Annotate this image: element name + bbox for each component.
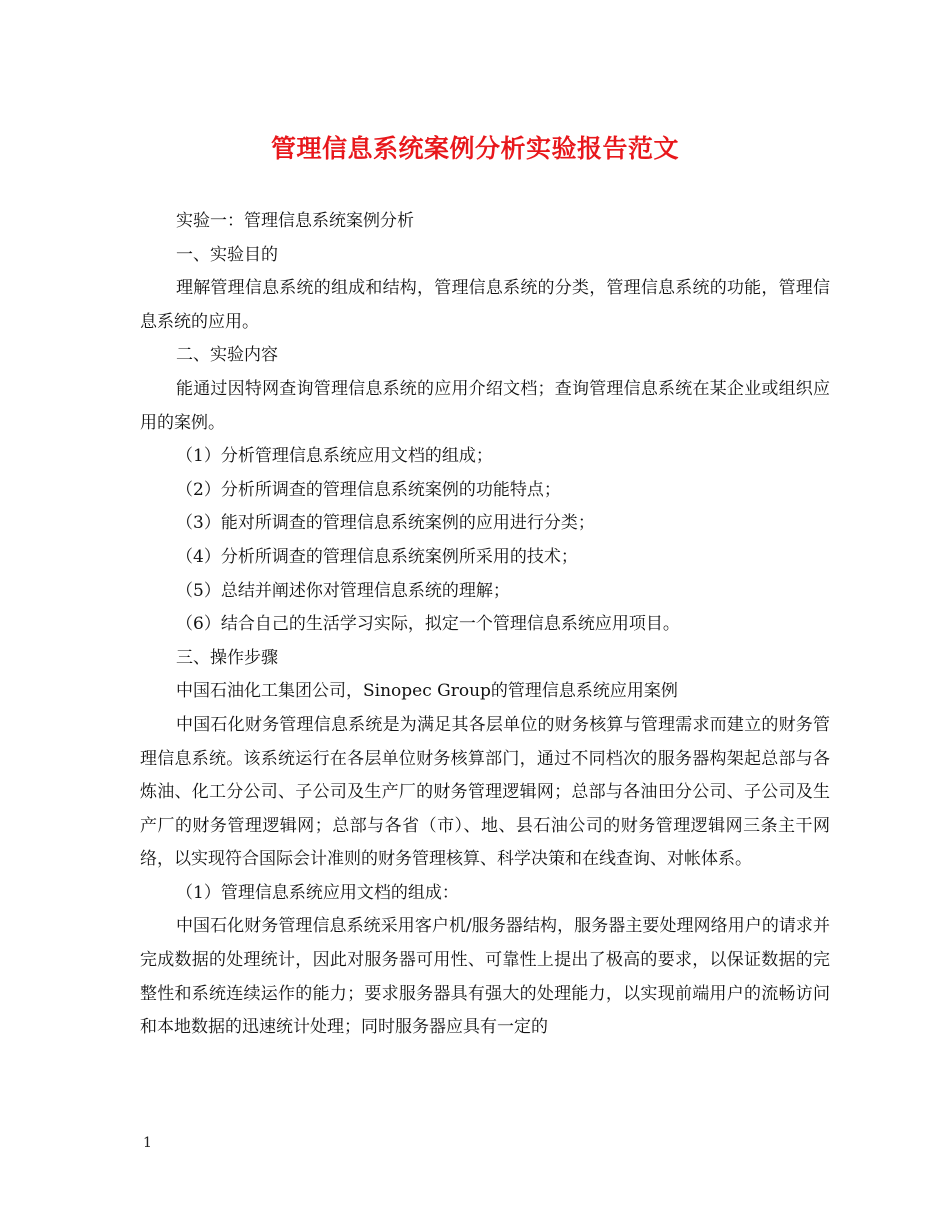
heading-content: 二、实验内容: [176, 345, 278, 366]
paragraph-subheading: （1）管理信息系统应用文档的组成：: [176, 882, 459, 903]
document-body: [140, 205, 830, 1045]
list-item: （3）能对所调查的管理信息系统案例的应用进行分类；: [176, 513, 595, 534]
paragraph-case-description: 中国石化财务管理信息系统是为满足其各层单位的财务核算与管理需求而建立的财务管理信息系统。该系统运行在各层单位财务核算部门，通过不同档次的服务器构架起总部与各炼油、化工分公司、子公司及生产厂的财务管理逻辑网；总部与各油田分公司、子公司及生产厂的财务管理逻辑网；总部与各省（市）、地、县石油公司的财务管理逻辑网三条主干网络，以实现符合国际会计准则的财务管理核算、科学决策和在线查询、对帐体系。: [140, 714, 830, 870]
paragraph-content: 能通过因特网查询管理信息系统的应用介绍文档；查询管理信息系统在某企业或组织应用的案例。: [140, 378, 830, 433]
heading-purpose: 一、实验目的: [176, 244, 278, 265]
document-title: 管理信息系统案例分析实验报告范文: [270, 134, 679, 163]
list-item: （6）结合自己的生活学习实际，拟定一个管理信息系统应用项目。: [176, 614, 680, 635]
paragraph-experiment-title: 实验一：管理信息系统案例分析: [176, 211, 414, 231]
list-item: （4）分析所调查的管理信息系统案例所采用的技术；: [176, 546, 578, 567]
list-item: （1）分析管理信息系统应用文档的组成；: [176, 446, 493, 467]
list-item: （2）分析所调查的管理信息系统案例的功能特点；: [176, 479, 561, 500]
list-item: （5）总结并阐述你对管理信息系统的理解；: [176, 580, 510, 601]
heading-steps: 三、操作步骤: [176, 647, 278, 668]
paragraph-architecture: 中国石化财务管理信息系统采用客户机/服务器结构，服务器主要处理网络用户的请求并完成数据的处理统计，因此对服务器可用性、可靠性上提出了极高的要求，以保证数据的完整性和系统连续运作的能力；要求服务器具有强大的处理能力，以实现前端用户的流畅访问和本地数据的迅速统计处理；同时服务器应具有一定的: [140, 916, 830, 1038]
paragraph-purpose: 理解管理信息系统的组成和结构，管理信息系统的分类，管理信息系统的功能，管理信息系统的应用。: [140, 278, 830, 332]
page-number: 1: [143, 1135, 152, 1151]
paragraph-case-title: 中国石油化工集团公司，Sinopec Group的管理信息系统应用案例: [176, 681, 678, 702]
